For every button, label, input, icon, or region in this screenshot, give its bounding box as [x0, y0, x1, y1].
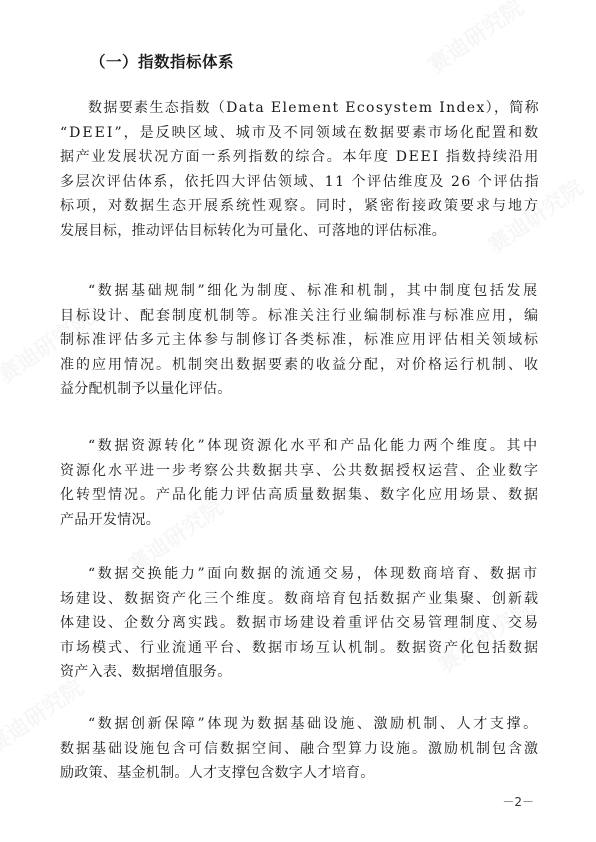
paragraph-line: 数据基础设施包含可信数据空间、融合型算力设施。激励机制包含激: [60, 740, 540, 757]
paragraph-line: 资源化水平进一步考察公共数据共享、公共数据授权运营、企业数字: [60, 462, 540, 479]
paragraph-line: 多层次评估体系，依托四大评估领域、11 个评估维度及 26 个评估指: [60, 173, 541, 190]
paragraph-line: 市场模式、行业流通平台、数据市场互认机制。数据资产化包括数据: [60, 639, 540, 656]
page-number: －2－: [502, 795, 534, 809]
paragraph-line: 励政策、基金机制。人才支撑包含数字人才培育。: [60, 765, 375, 782]
paragraph-line: 准的应用情况。机制突出数据要素的收益分配，对价格运行机制、收: [60, 356, 540, 373]
paragraph-line: 数据要素生态指数（Data Element Ecosystem Index），简称: [88, 100, 541, 116]
paragraph-line: “数据创新保障”体现为数据基础设施、激励机制、人才支撑。: [88, 716, 540, 732]
paragraph-line: 制标准评估多元主体参与制修订各类标准，标准应用评估相关领域标: [60, 332, 540, 349]
paragraph-innovation-support: [60, 712, 540, 786]
paragraph-line: “数据资源转化”体现资源化水平和产品化能力两个维度。其中: [88, 438, 540, 454]
paragraph-line: 体建设、企数分离实践。数据市场建设着重评估交易管理制度、交易: [60, 615, 540, 632]
paragraph-line: 化转型情况。产品化能力评估高质量数据集、数字化应用场景、数据: [60, 487, 540, 504]
paragraph-line: 益分配机制予以量化评估。: [60, 381, 232, 398]
paragraph-line: 场建设、数据资产化三个维度。数商培育包括数据产业集聚、创新载: [60, 590, 540, 607]
paragraph-line: “数据基础规制”细化为制度、标准和机制，其中制度包括发展: [88, 283, 540, 299]
paragraph-deei-intro: [60, 96, 540, 244]
paragraph-resource-conversion: [60, 434, 540, 532]
watermark-text: [421, 0, 529, 80]
paragraph-line: 资产入表、数据增值服务。: [60, 664, 232, 681]
paragraph-line: 产品开发情况。: [60, 511, 161, 528]
paragraph-line: 目标设计、配套制度机制等。标准关注行业编制标准与标准应用，编: [60, 307, 540, 324]
paragraph-line: “DEEI”，是反映区域、城市及不同领域在数据要素市场化配置和数: [60, 124, 541, 141]
paragraph-data-regulation: [60, 279, 540, 402]
paragraph-line: 标项，对数据生态开展系统性观察。同时，紧密衔接政策要求与地方: [60, 198, 540, 215]
paragraph-line: 发展目标，推动评估目标转化为可量化、可落地的评估标准。: [60, 222, 447, 239]
paragraph-exchange-capability: [60, 562, 540, 685]
paragraph-line: 据产业发展状况方面一系列指数的综合。本年度 DEEI 指数持续沿用: [60, 149, 540, 166]
section-heading: （一）指数指标体系: [90, 53, 235, 71]
paragraph-line: “数据交换能力”面向数据的流通交易，体现数商培育、数据市: [88, 566, 540, 582]
